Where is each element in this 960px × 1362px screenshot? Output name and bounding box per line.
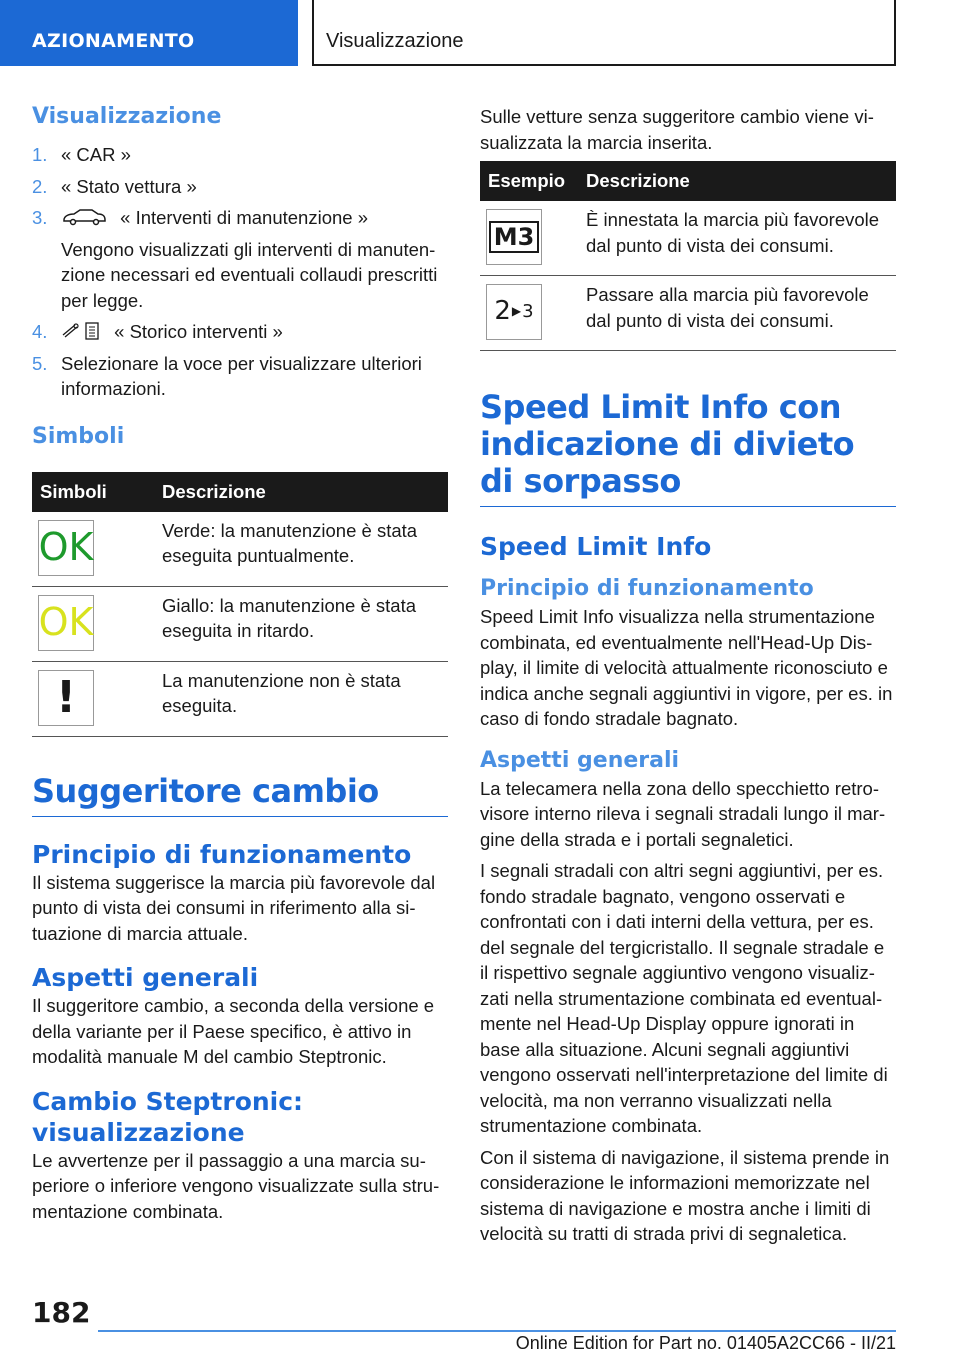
paragraph-intro: Sulle vetture senza suggeritore cambio viene visualizzata la marcia inserita. xyxy=(480,106,874,153)
table-row xyxy=(32,512,448,587)
table-cell: Giallo: la manutenzione è stata eseguita in ritardo. xyxy=(154,586,448,661)
heading-suggeritore: Suggeritore cambio xyxy=(32,773,448,817)
gear-m3-icon xyxy=(486,209,542,265)
step-number: 5. xyxy=(32,352,48,374)
gear-upshift-icon xyxy=(486,284,542,340)
symbol-glyph: OK xyxy=(38,524,94,569)
gear-glyph-to: 3 xyxy=(522,301,534,323)
list-item xyxy=(32,319,448,345)
ok-yellow-icon xyxy=(38,595,94,651)
page-number: 182 xyxy=(32,1296,91,1329)
table-row xyxy=(32,661,448,736)
paragraph-steptronic: Le avvertenze per il passaggio a una marcia superiore o inferiore vengono visualizzate sulla strumentazione combinata. xyxy=(32,1149,440,1222)
car-service-icon xyxy=(61,208,107,226)
paragraph-aspetti: Il suggeritore cambio, a seconda della versione e della variante per il Paese specifico, è attivo in modalità manuale M del cambio Steptronic. xyxy=(32,995,435,1067)
arrow-right-icon: ▶ xyxy=(511,304,522,319)
gear-table xyxy=(480,161,896,351)
ok-green-icon xyxy=(38,520,94,576)
heading-sli: Speed Limit Info xyxy=(480,532,712,561)
service-history-icon xyxy=(61,321,101,341)
table-cell: È innestata la marcia più favorevole dal punto di vista dei consumi. xyxy=(578,201,896,276)
list-item xyxy=(32,205,448,231)
table-cell: Passare alla marcia più favorevole dal punto di vista dei consumi. xyxy=(578,276,896,351)
heading-principio: Principio di funzionamento xyxy=(32,839,412,869)
steps-list xyxy=(32,142,448,231)
table-header: Descrizione xyxy=(154,472,448,512)
paragraph-principio-right: Speed Limit Info visualizza nella strumentazione combinata, ed eventualmente nell'Head-Up Display, il limite di velocità attualmente riconosciuto e indica anche segnali aggiuntivi in vigore, per es. in caso di fondo stradale bagnato. xyxy=(480,606,893,729)
step-number: 3. xyxy=(32,207,48,228)
heading-steptronic: Cambio Steptronic: visualizzazione xyxy=(32,1086,304,1147)
chapter-tab: Visualizzazione xyxy=(312,0,896,66)
table-row xyxy=(480,201,896,276)
step-text: « Stato vettura » xyxy=(61,175,197,197)
gear-glyph-from: 2 xyxy=(494,296,511,327)
heading-aspetti-right: Aspetti generali xyxy=(480,747,680,773)
step3-note: Vengono visualizzati gli interventi di manutenzione necessari ed eventuali collaudi prescritti per legge. xyxy=(61,238,438,311)
table-row xyxy=(32,586,448,661)
symbol-glyph: OK xyxy=(38,599,94,644)
heading-speed-limit: Speed Limit Info con indicazione di divieto di sorpasso xyxy=(480,389,896,507)
step-number: 2. xyxy=(32,175,48,197)
step-number: 4. xyxy=(32,321,48,342)
table-header: Simboli xyxy=(32,472,154,512)
left-column xyxy=(32,100,448,1224)
heading-visualizzazione: Visualizzazione xyxy=(32,104,222,129)
section-tab: AZIONAMENTO xyxy=(0,0,298,66)
table-cell: La manutenzione non è stata eseguita. xyxy=(154,661,448,736)
table-row xyxy=(480,276,896,351)
table-cell: Verde: la manutenzione è stata eseguita puntualmente. xyxy=(154,512,448,587)
exclamation-icon xyxy=(38,670,94,726)
step-text: « Storico interventi » xyxy=(114,321,283,342)
heading-simboli: Simboli xyxy=(32,423,125,449)
list-item xyxy=(32,142,448,168)
heading-principio-right: Principio di funzionamento xyxy=(480,576,814,601)
step-text: « CAR » xyxy=(61,144,131,165)
paragraph-aspetti-2: I segnali stradali con altri segni aggiuntivi, per es. fondo stradale bagnato, vengono osservati e confrontati con i dati interni della vettura, per es. del segnale del tergicristallo. Il segnale stradale e il rispettivo segnale aggiuntivo vengono visualizzati nella strumentazione combinata ed eventualmente nel Head-Up Display oppure ignorati in base alla situazione. Alcuni segnali aggiuntivi vengono osservati nell'interpretazione del limite di velocità, ma non verranno visualizzati nella strumentazione combinata. xyxy=(480,860,888,1136)
gear-glyph: M3 xyxy=(489,221,540,253)
step-text: Selezionare la voce per visualizzare ulteriori informazioni. xyxy=(61,352,422,399)
paragraph-aspetti-1: La telecamera nella zona dello specchietto retrovisore interno rileva i segnali stradali lungo il margine della strada e i portali segnaletici. xyxy=(480,777,886,850)
heading-aspetti: Aspetti generali xyxy=(32,963,259,992)
steps-list-cont xyxy=(32,319,448,402)
step-number: 1. xyxy=(32,144,48,165)
right-column xyxy=(480,104,896,1247)
paragraph-aspetti-3: Con il sistema di navigazione, il sistema prende in considerazione le informazioni memorizzate nel sistema di navigazione e mostra anche i limiti di velocità su tratti di strada privi di segnaletica. xyxy=(480,1146,890,1244)
footer-divider xyxy=(98,1330,896,1332)
table-header: Descrizione xyxy=(578,161,896,201)
table-header: Esempio xyxy=(480,161,578,201)
symbol-glyph: ! xyxy=(55,671,77,723)
symbols-table xyxy=(32,472,448,737)
list-item xyxy=(32,351,448,402)
paragraph-principio: Il sistema suggerisce la marcia più favorevole dal punto di vista dei consumi in riferimento alla situazione di marcia attuale. xyxy=(32,871,436,944)
step-text: « Interventi di manutenzione » xyxy=(120,207,368,228)
footer-edition: Online Edition for Part no. 01405A2CC66 - II/21 xyxy=(515,1333,896,1353)
list-item xyxy=(32,174,448,200)
